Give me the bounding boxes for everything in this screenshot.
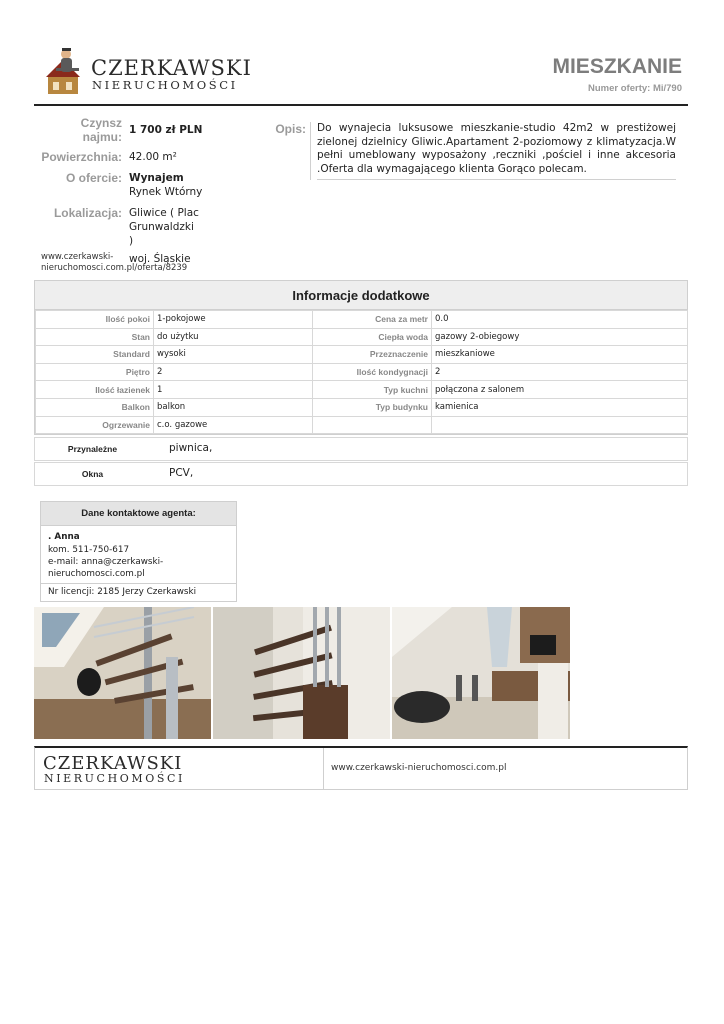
agent-box-title: Dane kontaktowe agenta: bbox=[41, 502, 236, 526]
info-key: Stan bbox=[36, 328, 154, 346]
location-line2: ) bbox=[129, 235, 134, 247]
rent-label-line1: Czynsz bbox=[80, 116, 122, 130]
info-key: Balkon bbox=[36, 398, 154, 416]
info-value bbox=[432, 416, 688, 434]
extra-row-storage bbox=[34, 437, 688, 461]
info-row bbox=[36, 328, 688, 346]
location-line1: Gliwice ( Plac Grunwaldzki bbox=[129, 207, 199, 233]
footer-website-link[interactable]: www.czerkawski-nieruchomosci.com.pl bbox=[331, 763, 507, 773]
additional-info-title: Informacje dodatkowe bbox=[35, 281, 687, 310]
logo-wordmark: CZERKAWSKI bbox=[91, 56, 252, 80]
offer-type-text: Wynajem bbox=[129, 172, 184, 184]
logo-subtitle: NIERUCHOMOŚCI bbox=[92, 78, 238, 92]
info-value: 0.0 bbox=[432, 311, 688, 329]
additional-info-grid bbox=[35, 310, 688, 434]
document-title: MIESZKANIE bbox=[552, 55, 682, 78]
info-key: Ilość łazienek bbox=[36, 381, 154, 399]
info-row bbox=[36, 398, 688, 416]
header-divider bbox=[34, 104, 688, 106]
property-photo-2[interactable] bbox=[213, 607, 390, 739]
info-value: wysoki bbox=[154, 346, 313, 364]
offer-label: O ofercie: bbox=[65, 171, 122, 185]
info-key: Typ budynku bbox=[313, 398, 432, 416]
rent-value bbox=[129, 123, 202, 137]
info-key: Ogrzewanie bbox=[36, 416, 154, 434]
info-row bbox=[36, 416, 688, 434]
info-value: 1-pokojowe bbox=[154, 311, 313, 329]
market-type: Rynek Wtórny bbox=[129, 186, 203, 198]
rent-value-text: 1 700 zł PLN bbox=[129, 124, 203, 136]
info-value: połączona z salonem bbox=[432, 381, 688, 399]
extra-key: Przynależne bbox=[67, 444, 118, 454]
offer-url-line1: www.czerkawski- bbox=[41, 252, 114, 262]
info-row bbox=[36, 363, 688, 381]
additional-info-table bbox=[34, 280, 688, 435]
info-key: Standard bbox=[36, 346, 154, 364]
info-row bbox=[36, 346, 688, 364]
info-value: gazowy 2-obiegowy bbox=[432, 328, 688, 346]
info-value: kamienica bbox=[432, 398, 688, 416]
offer-type bbox=[129, 171, 184, 185]
offer-url[interactable] bbox=[41, 252, 231, 274]
description-body: Do wynajecia luksusowe mieszkanie-studio 42m2 w prestiżowej zielonej dzielnicy Gliwic.Apartament 2-poziomowy z klimatyzacja.W pełni umeblowany wyposażony ,reczniki ,pościel i inne akcesoria .Oferta dla wymagającego klienta Gorąco polecam. bbox=[317, 122, 676, 180]
agent-details bbox=[41, 526, 236, 584]
description-text bbox=[310, 122, 676, 180]
info-key: Ilość pokoi bbox=[36, 311, 154, 329]
agent-email-line2: nieruchomosci.com.pl bbox=[48, 569, 145, 579]
agent-email[interactable] bbox=[48, 556, 229, 580]
info-value: 1 bbox=[154, 381, 313, 399]
property-photo-1[interactable] bbox=[34, 607, 211, 739]
info-key: Przeznaczenie bbox=[313, 346, 432, 364]
agent-contact-box bbox=[40, 501, 237, 602]
logo-mascot-icon bbox=[44, 46, 84, 96]
location-label: Lokalizacja: bbox=[53, 206, 122, 220]
info-key: Piętro bbox=[36, 363, 154, 381]
info-value: c.o. gazowe bbox=[154, 416, 313, 434]
extra-value: piwnica, bbox=[169, 442, 213, 454]
agent-name: . Anna bbox=[48, 532, 80, 542]
info-row bbox=[36, 311, 688, 329]
info-key: Cena za metr bbox=[313, 311, 432, 329]
offer-number: Numer oferty: Mi/790 bbox=[588, 83, 682, 94]
location-region: woj. Śląskie bbox=[129, 253, 191, 265]
area-value: 42.00 m² bbox=[129, 151, 177, 163]
area-label: Powierzchnia: bbox=[41, 150, 122, 164]
property-photo-3[interactable] bbox=[392, 607, 570, 739]
extra-value: PCV, bbox=[169, 467, 194, 479]
footer-logo-subtitle: NIERUCHOMOŚCI bbox=[44, 772, 185, 785]
agent-email-line1: e-mail: anna@czerkawski- bbox=[48, 557, 164, 567]
info-key: Ciepła woda bbox=[313, 328, 432, 346]
agent-phone[interactable]: kom. 511-750-617 bbox=[48, 545, 130, 555]
footer-logo-wordmark: CZERKAWSKI bbox=[43, 753, 183, 774]
info-value: do użytku bbox=[154, 328, 313, 346]
info-row bbox=[36, 381, 688, 399]
info-value: 2 bbox=[432, 363, 688, 381]
description-label: Opis: bbox=[275, 122, 306, 136]
agent-license: Nr licencji: 2185 Jerzy Czerkawski bbox=[48, 587, 197, 597]
info-value: mieszkaniowe bbox=[432, 346, 688, 364]
info-key: Typ kuchni bbox=[313, 381, 432, 399]
info-value: balkon bbox=[154, 398, 313, 416]
rent-label-line2: najmu: bbox=[82, 130, 122, 144]
rent-label bbox=[40, 116, 122, 144]
info-value: 2 bbox=[154, 363, 313, 381]
offer-url-line2: nieruchomosci.com.pl/oferta/8239 bbox=[41, 263, 188, 273]
info-key: Ilość kondygnacji bbox=[313, 363, 432, 381]
extra-key: Okna bbox=[81, 469, 104, 479]
info-key bbox=[313, 416, 432, 434]
extra-row-windows bbox=[34, 462, 688, 486]
footer-divider bbox=[323, 748, 324, 790]
footer bbox=[34, 746, 688, 790]
